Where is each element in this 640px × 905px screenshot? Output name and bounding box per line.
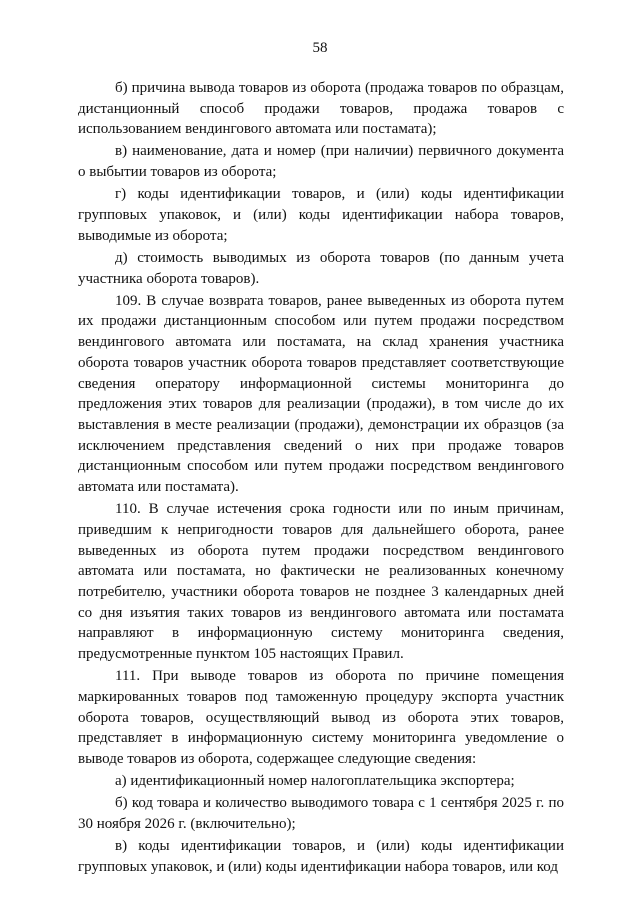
paragraph-110: 110. В случае истечения срока годности или по иным причинам, приведшим к непригодности товаров для дальнейшего оборота, ранее выведенных из оборота путем продажи посредством вендингового автомата или постамата, но фактически не реализованных конечному потребителю, участники оборота товаров не позднее 3 календарных дней со дня изъятия таких товаров из вендингового автомата или постамата направляют в информационную систему мониторинга сведения, предусмотренные пунктом 105 настоящих Правил. [78,501,564,663]
paragraph-g-codes: г) коды идентификации товаров, и (или) коды идентификации групповых упаковок, и (или) коды идентификации набора товаров, выводимые из оборота; [78,186,564,244]
paragraph-111: 111. При выводе товаров из оборота по причине помещения маркированных товаров под таможенную процедуру экспорта участник оборота товаров, осуществляющий вывод из оборота этих товаров, представляет в информационную систему мониторинга уведомление о выводе товаров из оборота, содержащее следующие сведения: [78,668,564,767]
page-number: 58 [312,40,328,56]
document-body [78,78,564,877]
paragraph-b-reason: б) причина вывода товаров из оборота (продажа товаров по образцам, дистанционный способ продажи товаров, продажа товаров с использованием вендингового автомата или постамата); [78,80,564,138]
paragraph-d-cost: д) стоимость выводимых из оборота товаров (по данным учета участника оборота товаров). [78,249,564,287]
paragraph-a-inn: а) идентификационный номер налогоплательщика экспортера; [115,773,515,790]
paragraph-v-identification-codes: в) коды идентификации товаров, и (или) коды идентификации групповых упаковок, и (или) коды идентификации набора товаров, или код [78,837,564,875]
paragraph-v-document: в) наименование, дата и номер (при наличии) первичного документа о выбытии товаров из оборота; [78,143,564,181]
paragraph-109: 109. В случае возврата товаров, ранее выведенных из оборота путем их продажи дистанционным способом или путем продажи посредством вендингового автомата или постамата, на склад хранения участника оборота товаров участник оборота товаров представляет соответствующие сведения оператору информационной системы мониторинга до предложения этих товаров для реализации (продажи), в том числе до их выставления в месте реализации (продажи), демонстрации их образцов (за исключением представления сведений о них при продаже товаров дистанционным способом или путем продажи посредством вендингового автомата или постамата). [78,292,564,496]
paragraph-b-product-code: б) код товара и количество выводимого товара с 1 сентября 2025 г. по 30 ноября 2026 г. (включительно); [78,795,564,832]
